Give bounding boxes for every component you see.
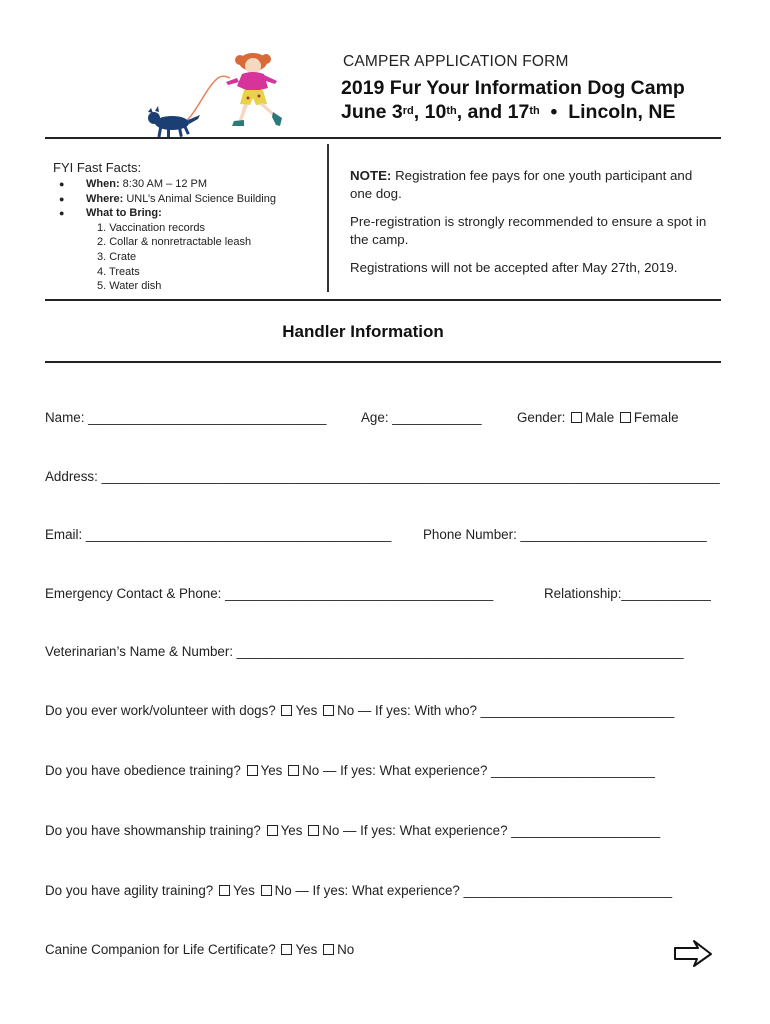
male-checkbox[interactable] (571, 412, 582, 423)
work-no-checkbox[interactable] (323, 705, 334, 716)
question-canine-certificate: Canine Companion for Life Certificate? Yes No (45, 942, 355, 957)
agility-yes-checkbox[interactable] (219, 885, 230, 896)
canine-yes-checkbox[interactable] (281, 944, 292, 955)
note-deadline: Registrations will not be accepted after May 27th, 2019. (350, 260, 678, 275)
camp-title (341, 76, 685, 124)
showmanship-yes-checkbox[interactable] (267, 825, 278, 836)
note-panel (350, 167, 710, 287)
section-title: Handler Information (282, 322, 444, 341)
vertical-divider (327, 144, 329, 292)
obedience-no-checkbox[interactable] (288, 765, 299, 776)
form-label: CAMPER APPLICATION FORM (343, 53, 569, 70)
section-divider-top (45, 299, 721, 301)
canine-no-checkbox[interactable] (323, 944, 334, 955)
age-field[interactable]: Age: ____________ (361, 410, 482, 425)
list-item: 4. Treats (97, 265, 140, 278)
veterinarian-field[interactable]: Veterinarian’s Name & Number: ____________________________________________________________ (45, 644, 684, 659)
gender-field: Gender: Male Female (517, 410, 679, 425)
note-fee: NOTE: Registration fee pays for one youth participant and one dog. (350, 168, 693, 201)
female-checkbox[interactable] (620, 412, 631, 423)
question-showmanship: Do you have showmanship training? Yes No — If yes: What experience? ____________________ (45, 823, 661, 838)
camp-title-line1: 2019 Fur Your Information Dog Camp (341, 77, 685, 99)
girl-walking-dog-illustration (140, 48, 300, 143)
fact-bring: ● What to Bring: (59, 207, 162, 220)
address-field[interactable]: Address: ___________________________________________________________________________________ (45, 469, 720, 484)
emergency-contact-field[interactable]: Emergency Contact & Phone: ____________________________________ (45, 586, 494, 601)
relationship-field[interactable]: Relationship:____________ (544, 586, 711, 601)
email-field[interactable]: Email: _________________________________________ (45, 527, 392, 542)
name-field[interactable]: Name: ________________________________ (45, 410, 327, 425)
next-page-arrow-icon (672, 938, 714, 968)
list-item: 1. Vaccination records (97, 221, 206, 234)
list-item: 2. Collar & nonretractable leash (97, 236, 252, 249)
note-preregistration: Pre-registration is strongly recommended to ensure a spot in the camp. (350, 214, 707, 247)
header-divider (45, 137, 721, 139)
camp-dates: June 3rd, 10th, and 17th • Lincoln, NE (341, 101, 676, 123)
bring-list (53, 221, 323, 294)
facts-heading: FYI Fast Facts: (53, 160, 142, 175)
question-agility: Do you have agility training? Yes No — If yes: What experience? ____________________________ (45, 883, 673, 898)
fact-when: ● When: 8:30 AM – 12 PM (59, 178, 208, 190)
list-item: 3. Crate (97, 250, 137, 263)
obedience-yes-checkbox[interactable] (247, 765, 258, 776)
agility-no-checkbox[interactable] (261, 885, 272, 896)
fact-where: ● Where: UNL’s Animal Science Building (59, 192, 276, 205)
question-obedience: Do you have obedience training? Yes No — If yes: What experience? ______________________ (45, 763, 656, 778)
work-yes-checkbox[interactable] (281, 705, 292, 716)
facts-list (53, 177, 323, 294)
list-item: 5. Water dish (97, 280, 162, 293)
phone-field[interactable]: Phone Number: _________________________ (423, 527, 707, 542)
showmanship-no-checkbox[interactable] (308, 825, 319, 836)
question-work-with-dogs: Do you ever work/volunteer with dogs? Yes No — If yes: With who? __________________________ (45, 703, 675, 718)
section-divider-bottom (45, 361, 721, 363)
